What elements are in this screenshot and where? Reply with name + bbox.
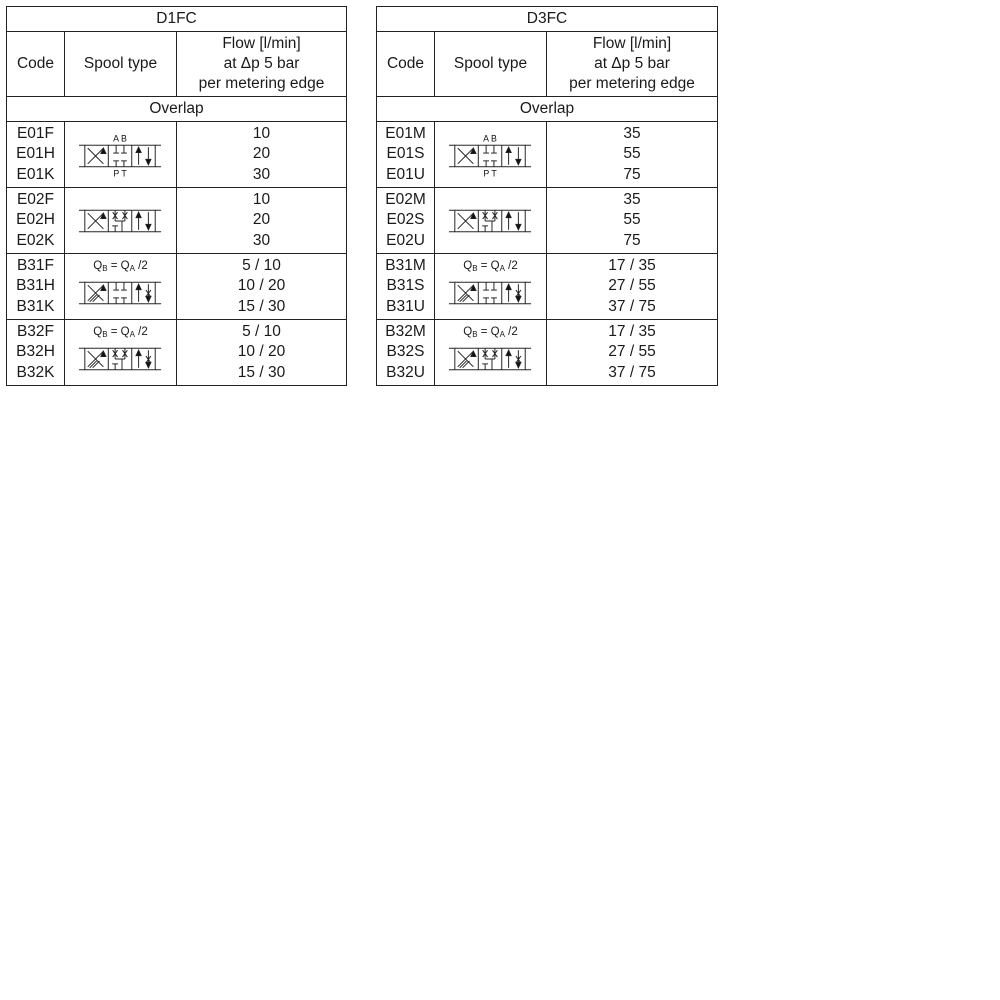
title-row — [7, 7, 347, 32]
flow-value: 17 / 35 — [608, 256, 656, 274]
flow-ratio-formula — [65, 326, 176, 340]
table-row — [377, 254, 718, 320]
flow-header — [547, 32, 718, 97]
flow-cell — [177, 254, 347, 320]
code-value: B31F — [16, 256, 55, 274]
code-cell — [7, 188, 65, 254]
code-value: B31H — [16, 277, 55, 295]
spool-cell — [65, 254, 177, 320]
flow-value: 75 — [623, 231, 641, 249]
formula-sub-b: B — [472, 263, 478, 273]
spool-cell — [435, 188, 547, 254]
flow-value: 30 — [252, 165, 271, 183]
spool-cell — [65, 122, 177, 188]
code-value: E02F — [16, 190, 55, 208]
code-value: E01F — [16, 124, 55, 142]
spool-type-header: Spool type — [435, 32, 547, 97]
flow-value: 15 / 30 — [237, 297, 286, 315]
flow-header-line: Flow [l/min] — [222, 35, 301, 52]
code-value: E02K — [16, 231, 55, 249]
code-value: B32F — [16, 322, 55, 340]
spool-symbol — [447, 202, 535, 240]
flow-cell — [547, 254, 718, 320]
code-value: B32U — [386, 363, 425, 381]
code-cell — [7, 122, 65, 188]
flow-cell — [177, 122, 347, 188]
formula-tail: /2 — [504, 259, 518, 272]
flow-cell — [177, 320, 347, 386]
table-row — [377, 320, 718, 386]
formula-q: Q — [490, 325, 500, 338]
code-header: Code — [7, 32, 65, 97]
flow-value: 35 — [623, 190, 641, 208]
spool-symbol — [447, 274, 535, 312]
group-label: Overlap — [7, 97, 347, 122]
formula-sub-b: B — [472, 329, 478, 339]
flow-value: 10 / 20 — [237, 343, 286, 361]
flow-value: 10 / 20 — [237, 277, 286, 295]
spool-symbol — [447, 340, 535, 378]
code-cell — [7, 254, 65, 320]
code-value: E02S — [386, 211, 425, 229]
spool-symbol — [77, 202, 165, 240]
flow-header-line: per metering edge — [198, 75, 325, 92]
code-value: B31U — [386, 297, 425, 315]
code-header: Code — [377, 32, 435, 97]
header-row — [7, 32, 347, 97]
table-title: D1FC — [7, 7, 347, 32]
flow-value: 20 — [252, 145, 271, 163]
code-cell — [377, 254, 435, 320]
spool-cell — [65, 188, 177, 254]
flow-header — [177, 32, 347, 97]
port-label-bottom: P T — [482, 168, 497, 179]
code-value: B31S — [386, 277, 425, 295]
table-row — [7, 320, 347, 386]
flow-cell — [547, 320, 718, 386]
formula-tail: /2 — [504, 325, 518, 338]
title-row — [377, 7, 718, 32]
header-row — [377, 32, 718, 97]
spool-type-header: Spool type — [65, 32, 177, 97]
code-value: E01S — [386, 145, 425, 163]
flow-ratio-formula — [435, 326, 546, 340]
formula-sub-a: A — [129, 263, 135, 273]
formula-sub-a: A — [499, 329, 505, 339]
flow-value: 75 — [623, 165, 641, 183]
code-value: E02M — [385, 190, 426, 208]
spool-cell — [65, 320, 177, 386]
formula-sub-a: A — [129, 329, 135, 339]
flow-cell — [177, 188, 347, 254]
formula-q: Q — [120, 325, 130, 338]
table-row — [7, 254, 347, 320]
formula-tail: /2 — [134, 259, 148, 272]
flow-header-line: at Δp 5 bar — [594, 55, 670, 72]
table-title: D3FC — [377, 7, 718, 32]
formula-q: Q — [93, 259, 103, 272]
code-value: B32H — [16, 343, 55, 361]
code-value: E01U — [386, 165, 425, 183]
formula-q: Q — [93, 325, 103, 338]
group-row — [7, 97, 347, 122]
flow-value: 10 — [252, 124, 271, 142]
table-row — [7, 122, 347, 188]
code-value: E01H — [16, 145, 55, 163]
flow-value: 20 — [252, 211, 271, 229]
flow-value: 55 — [623, 145, 641, 163]
flow-value: 27 / 55 — [608, 343, 656, 361]
code-value: B31K — [16, 297, 55, 315]
port-label-bottom: P T — [112, 168, 127, 179]
code-value: E01K — [16, 165, 55, 183]
code-value: B32S — [386, 343, 425, 361]
flow-value: 27 / 55 — [608, 277, 656, 295]
code-cell — [377, 122, 435, 188]
spool-symbol — [77, 130, 165, 180]
formula-eq: = — [107, 325, 121, 338]
d1fc-table — [6, 6, 347, 386]
formula-eq: = — [477, 325, 491, 338]
table-row — [7, 188, 347, 254]
code-value: B32K — [16, 363, 55, 381]
flow-value: 55 — [623, 211, 641, 229]
spool-symbol — [77, 274, 165, 312]
flow-value: 5 / 10 — [242, 322, 281, 340]
flow-value: 5 / 10 — [242, 256, 281, 274]
formula-tail: /2 — [134, 325, 148, 338]
spool-cell — [435, 122, 547, 188]
formula-q: Q — [463, 259, 473, 272]
group-label: Overlap — [377, 97, 718, 122]
formula-q: Q — [463, 325, 473, 338]
code-value: E02H — [16, 211, 55, 229]
formula-sub-b: B — [102, 329, 108, 339]
formula-eq: = — [107, 259, 121, 272]
formula-sub-a: A — [499, 263, 505, 273]
formula-sub-b: B — [102, 263, 108, 273]
code-cell — [377, 188, 435, 254]
flow-header-line: Flow [l/min] — [592, 35, 672, 52]
port-label-top: A B — [482, 132, 497, 143]
formula-q: Q — [490, 259, 500, 272]
formula-eq: = — [477, 259, 491, 272]
table-row — [377, 188, 718, 254]
flow-ratio-formula — [65, 260, 176, 274]
code-value: E01M — [385, 124, 426, 142]
flow-cell — [547, 188, 718, 254]
formula-q: Q — [120, 259, 130, 272]
flow-header-line: per metering edge — [569, 75, 695, 92]
code-cell — [7, 320, 65, 386]
code-value: B32M — [385, 322, 426, 340]
table-row — [377, 122, 718, 188]
code-value: E02U — [386, 231, 425, 249]
code-cell — [377, 320, 435, 386]
port-label-top: A B — [112, 132, 127, 143]
flow-value: 37 / 75 — [608, 363, 656, 381]
spool-symbol — [77, 340, 165, 378]
spool-cell — [435, 254, 547, 320]
code-value: B31M — [385, 256, 426, 274]
group-row — [377, 97, 718, 122]
flow-value: 17 / 35 — [608, 322, 656, 340]
flow-value: 15 / 30 — [237, 363, 286, 381]
flow-value: 37 / 75 — [608, 297, 656, 315]
flow-value: 30 — [252, 231, 271, 249]
flow-value: 35 — [623, 124, 641, 142]
flow-value: 10 — [252, 190, 271, 208]
d3fc-table — [376, 6, 718, 386]
spool-symbol — [447, 130, 535, 180]
spool-cell — [435, 320, 547, 386]
flow-ratio-formula — [435, 260, 546, 274]
flow-cell — [547, 122, 718, 188]
flow-header-line: at Δp 5 bar — [223, 55, 300, 72]
